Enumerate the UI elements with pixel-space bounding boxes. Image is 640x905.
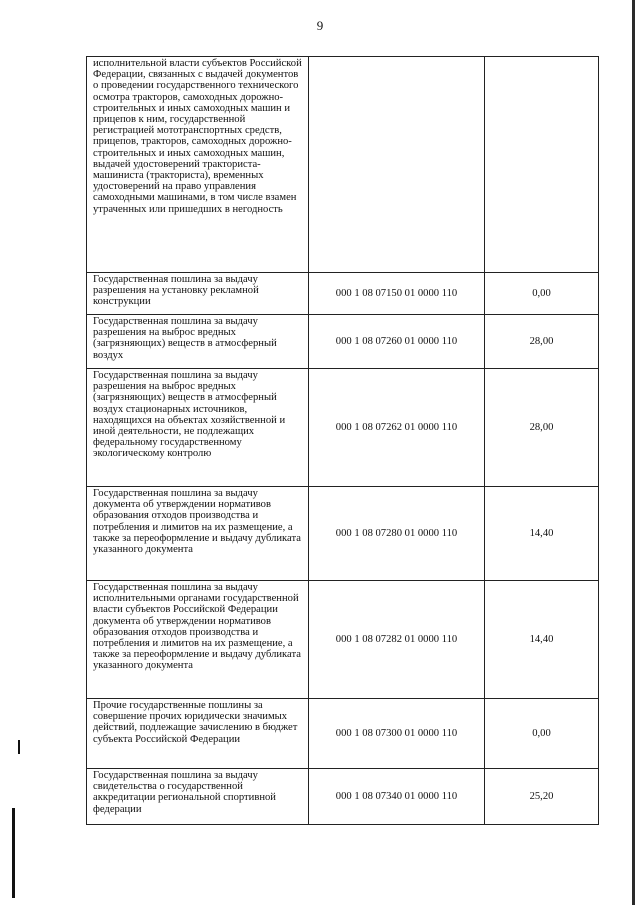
page-number: 9 [316,18,324,33]
budget-code: 000 1 08 07340 01 0000 110 [309,769,485,825]
fee-amount: 28,00 [485,315,599,369]
fee-amount: 14,40 [485,581,599,699]
table-row [87,57,599,273]
budget-code: 000 1 08 07300 01 0000 110 [309,699,485,769]
fee-description: исполнительной власти субъектов Российской Федерации, связанных с выдачей документов о проведении государственного технического осмотра тракторов, самоходных дорожно-строительных и иных самоходных машин и прицепов к ним, государственной регистрацией мототранспортных средств, прицепов, тракторов, самоходных дорожно-строительных и иных самоходных машин, выдачей удостоверений тракториста-машиниста (тракториста), временных удостоверений на право управления самоходными машинами, в том числе взамен утраченных или пришедших в негодность [87,57,309,273]
fee-amount: 0,00 [485,699,599,769]
budget-code: 000 1 08 07282 01 0000 110 [309,581,485,699]
fee-description: Государственная пошлина за выдачу разрешения на выброс вредных (загрязняющих) веществ в атмосферный воздух [87,315,309,369]
table-row [87,487,599,581]
table-row [87,273,599,315]
budget-code: 000 1 08 07150 01 0000 110 [309,273,485,315]
fee-description: Прочие государственные пошлины за совершение прочих юридически значимых действий, подлежащие зачислению в бюджет субъекта Российской Федерации [87,699,309,769]
budget-code: 000 1 08 07280 01 0000 110 [309,487,485,581]
fee-amount: 0,00 [485,273,599,315]
scan-artifact-left [18,740,20,754]
fee-amount: 28,00 [485,369,599,487]
fee-amount [485,57,599,273]
fee-description: Государственная пошлина за выдачу разрешения на установку рекламной конструкции [87,273,309,315]
table-row [87,769,599,825]
fees-table [86,56,599,825]
fee-description: Государственная пошлина за выдачу документа об утверждении нормативов образования отходов производства и потребления и лимитов на их размещение, а также за переоформление и выдачу дубликата указанного документа [87,487,309,581]
budget-code: 000 1 08 07260 01 0000 110 [309,315,485,369]
table-row [87,581,599,699]
budget-code: 000 1 08 07262 01 0000 110 [309,369,485,487]
fee-description: Государственная пошлина за выдачу разрешения на выброс вредных (загрязняющих) веществ в атмосферный воздух стационарных источников, находящихся на объектах хозяйственной и иной деятельности, не подлежащих федеральному государственному экологическому контролю [87,369,309,487]
scan-artifact-left-long [12,808,15,898]
fee-amount: 25,20 [485,769,599,825]
fee-amount: 14,40 [485,487,599,581]
table-row [87,315,599,369]
table-row [87,369,599,487]
table-row [87,699,599,769]
fee-description: Государственная пошлина за выдачу исполнительными органами государственной власти субъектов Российской Федерации документа об утверждении нормативов образования отходов производства и потребления и лимитов на их размещение, а также за переоформление и выдачу дубликата указанного документа [87,581,309,699]
scan-artifact-right-edge [632,0,635,905]
fee-description: Государственная пошлина за выдачу свидетельства о государственной аккредитации региональной спортивной федерации [87,769,309,825]
budget-code [309,57,485,273]
